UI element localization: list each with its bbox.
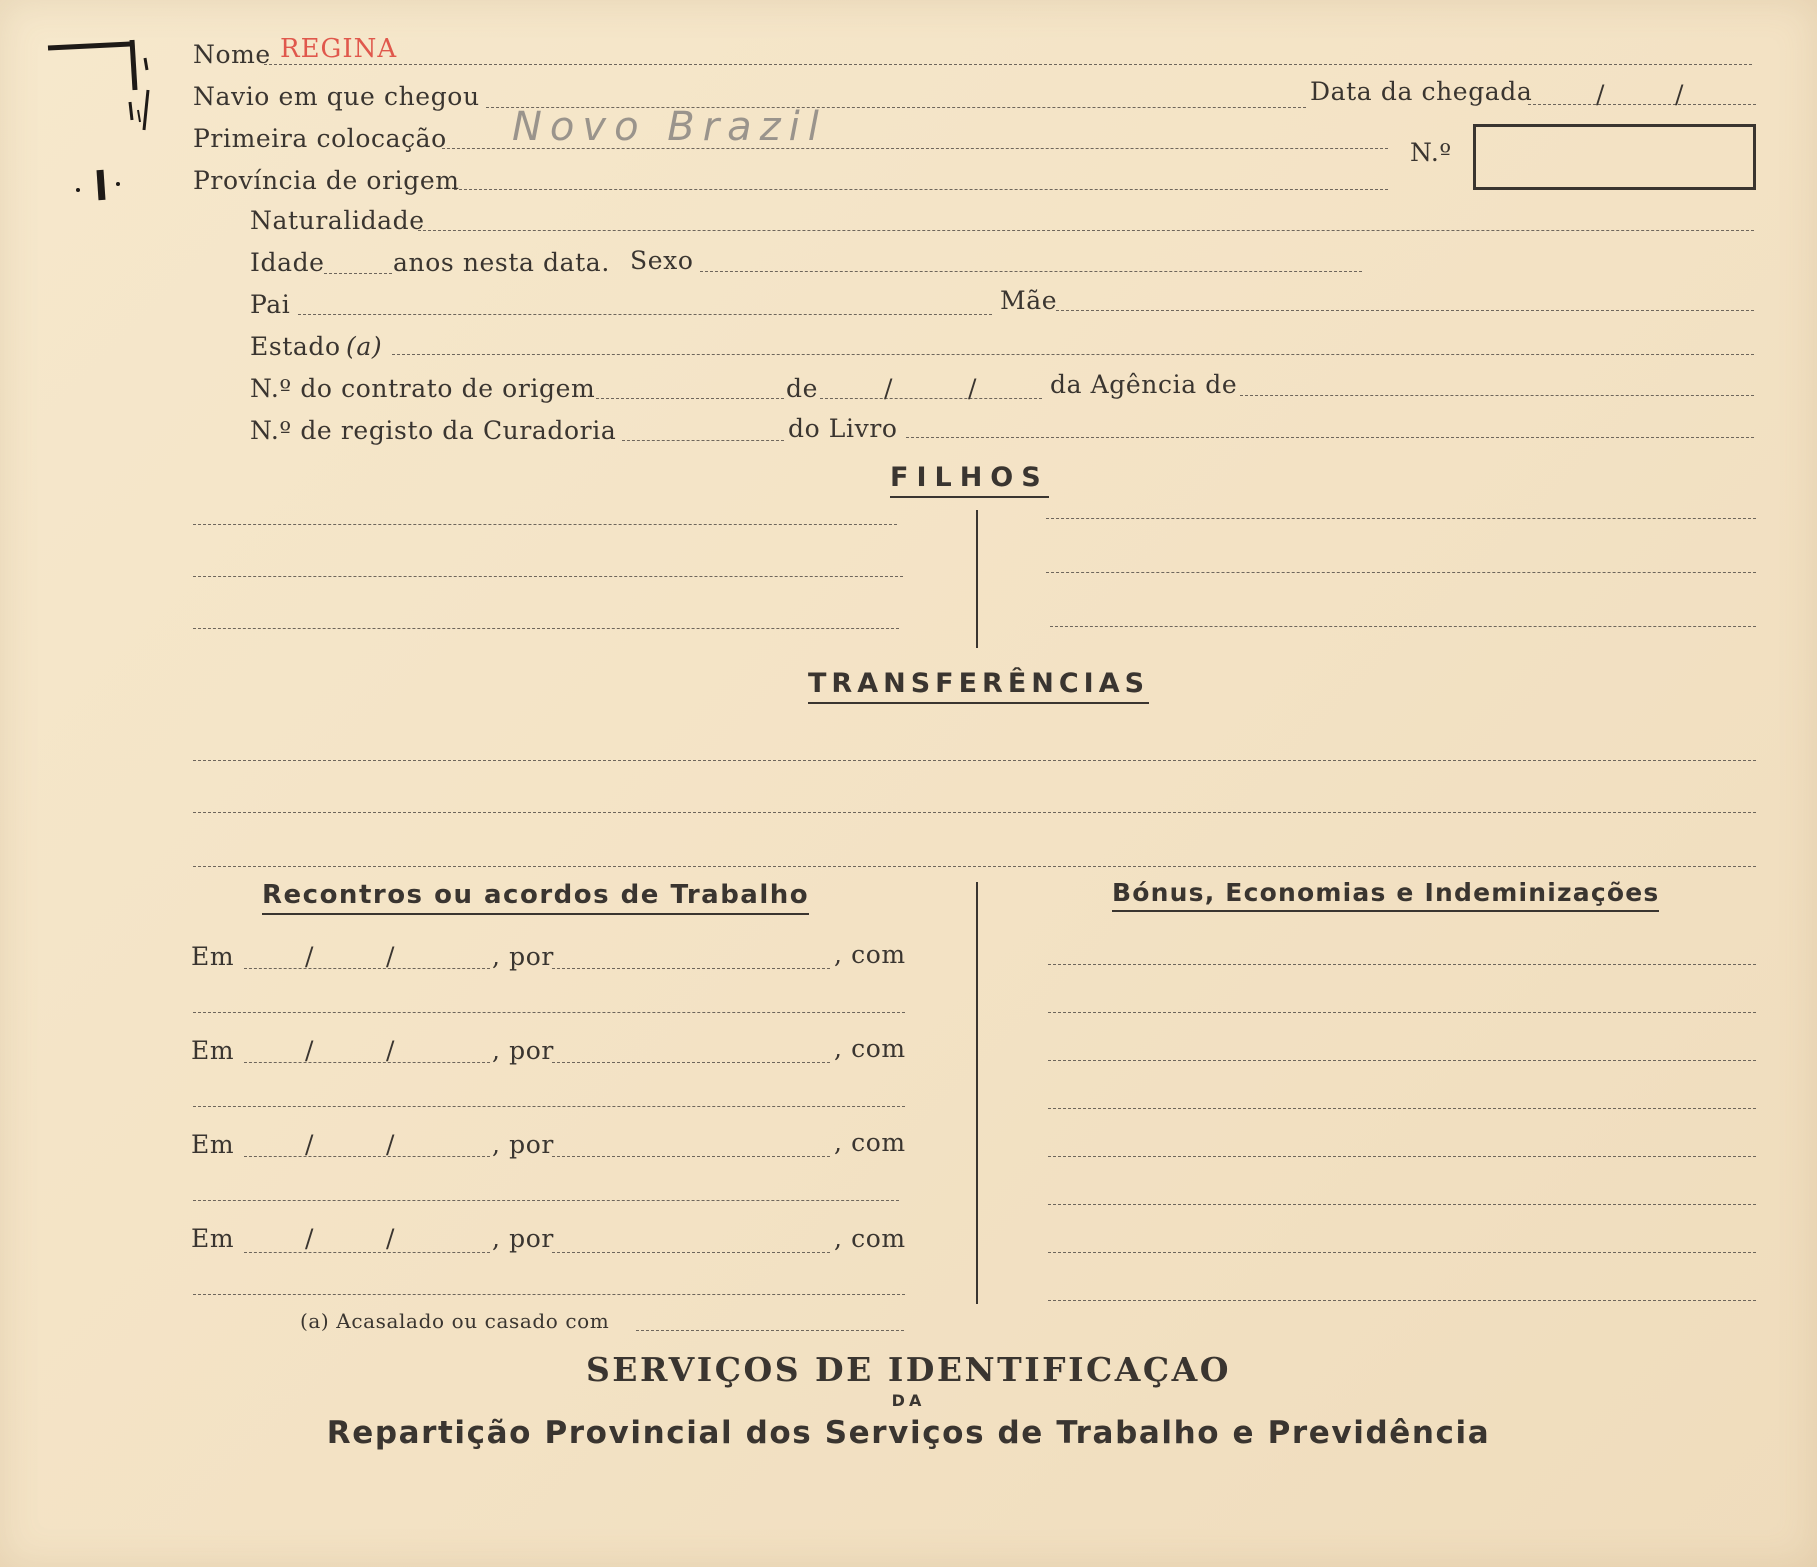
row-em-label: Em [191, 942, 235, 971]
row-date-line [244, 1062, 490, 1063]
numero-box[interactable] [1473, 124, 1756, 190]
filhos-right-line-2 [1046, 572, 1756, 573]
data-slash-1: / [1596, 80, 1606, 109]
row-com-label: , com [834, 1128, 906, 1157]
row-slash-2: / [386, 1036, 396, 1065]
contrato-slash-1: / [884, 374, 894, 403]
registo-label: N.º de registo da Curadoria [250, 416, 617, 445]
estado-line [392, 354, 1754, 355]
filhos-divider [976, 510, 978, 648]
sexo-line [700, 271, 1362, 272]
row-em-label: Em [191, 1036, 235, 1065]
transferencias-line-1 [193, 760, 1756, 761]
registo-line [622, 440, 784, 441]
row-por-label: , por [492, 1036, 554, 1065]
row-slash-2: / [386, 942, 396, 971]
filhos-left-line-2 [193, 576, 903, 577]
row-por-line [552, 1252, 830, 1253]
navio-label: Navio em que chegou [193, 82, 480, 111]
pai-line [298, 314, 992, 315]
primeira-label: Primeira colocação [193, 124, 447, 153]
row-slash-1: / [305, 942, 315, 971]
row-com-line [193, 1200, 899, 1201]
bonus-line-5 [1048, 1156, 1756, 1157]
footnote: (a) Acasalado ou casado com [300, 1309, 610, 1333]
contrato-line [596, 398, 784, 399]
idade-line [324, 273, 392, 274]
filhos-left-line-1 [193, 524, 897, 525]
row-slash-2: / [386, 1224, 396, 1253]
row-com-line [193, 1106, 905, 1107]
livro-label: do Livro [788, 414, 898, 443]
anos-label: anos nesta data. [393, 248, 610, 277]
estado-label: Estado [250, 332, 341, 361]
naturalidade-line [418, 230, 1754, 231]
row-slash-1: / [305, 1036, 315, 1065]
row-por-line [552, 1062, 830, 1063]
provincia-label: Província de origem [193, 166, 460, 195]
bonus-line-7 [1048, 1252, 1756, 1253]
footer-title: SERVIÇOS DE IDENTIFICAÇAO [585, 1350, 1232, 1389]
row-com-label: , com [834, 940, 906, 969]
bonus-line-2 [1048, 1012, 1756, 1013]
bonus-line-4 [1048, 1108, 1756, 1109]
pai-label: Pai [250, 290, 291, 319]
row-em-label: Em [191, 1224, 235, 1253]
data-chegada-label: Data da chegada [1310, 77, 1533, 106]
bonus-line-3 [1048, 1060, 1756, 1061]
transferencias-line-2 [193, 812, 1756, 813]
row-por-line [552, 968, 830, 969]
footnote-line [636, 1330, 904, 1331]
transferencias-title: TRANSFERÊNCIAS [808, 668, 1149, 704]
row-date-line [244, 1252, 490, 1253]
footer-subtitle: Repartição Provincial dos Serviços de Trabalho e Previdência [326, 1415, 1491, 1451]
row-slash-2: / [386, 1130, 396, 1159]
agencia-label: da Agência de [1050, 370, 1238, 399]
row-com-label: , com [834, 1034, 906, 1063]
contrato-date-line [820, 398, 1042, 399]
recontros-title: Recontros ou acordos de Trabalho [262, 880, 809, 915]
row-por-label: , por [492, 942, 554, 971]
provincia-line [454, 189, 1388, 190]
numero-label: N.º [1410, 138, 1452, 167]
bonus-line-6 [1048, 1204, 1756, 1205]
recontros-divider [976, 882, 978, 1304]
primeira-value: Novo Brazil [512, 104, 827, 150]
row-com-line [193, 1012, 905, 1013]
data-chegada-line [1528, 104, 1756, 105]
row-slash-1: / [305, 1224, 315, 1253]
row-por-line [552, 1156, 830, 1157]
row-por-label: , por [492, 1224, 554, 1253]
livro-line [906, 437, 1754, 438]
row-em-label: Em [191, 1130, 235, 1159]
nome-value: REGINA [280, 34, 398, 64]
nome-label: Nome [193, 40, 271, 69]
data-slash-2: / [1675, 80, 1685, 109]
contrato-de-label: de [786, 374, 818, 403]
contrato-label: N.º do contrato de origem [250, 374, 596, 403]
row-com-line [193, 1294, 905, 1295]
bonus-line-1 [1048, 964, 1756, 965]
sexo-label: Sexo [630, 246, 694, 275]
naturalidade-label: Naturalidade [250, 206, 425, 235]
bonus-title: Bónus, Economias e Indeminizações [1112, 878, 1659, 912]
mae-line [1056, 310, 1754, 311]
estado-note: (a) [346, 332, 383, 361]
filhos-left-line-3 [193, 628, 899, 629]
mae-label: Mãe [1000, 286, 1058, 315]
row-slash-1: / [305, 1130, 315, 1159]
row-com-label: , com [834, 1224, 906, 1253]
filhos-title: FILHOS [890, 462, 1049, 498]
footer-da: DA [891, 1391, 926, 1410]
filhos-right-line-3 [1050, 626, 1756, 627]
agencia-line [1240, 395, 1754, 396]
ink-marks [40, 30, 160, 210]
filhos-right-line-1 [1046, 518, 1756, 519]
transferencias-line-3 [193, 866, 1756, 867]
idade-label: Idade [250, 248, 325, 277]
row-date-line [244, 1156, 490, 1157]
bonus-line-8 [1048, 1300, 1756, 1301]
primeira-line [442, 148, 1388, 149]
row-date-line [244, 968, 490, 969]
nome-line [264, 64, 1752, 65]
row-por-label: , por [492, 1130, 554, 1159]
contrato-slash-2: / [968, 374, 978, 403]
